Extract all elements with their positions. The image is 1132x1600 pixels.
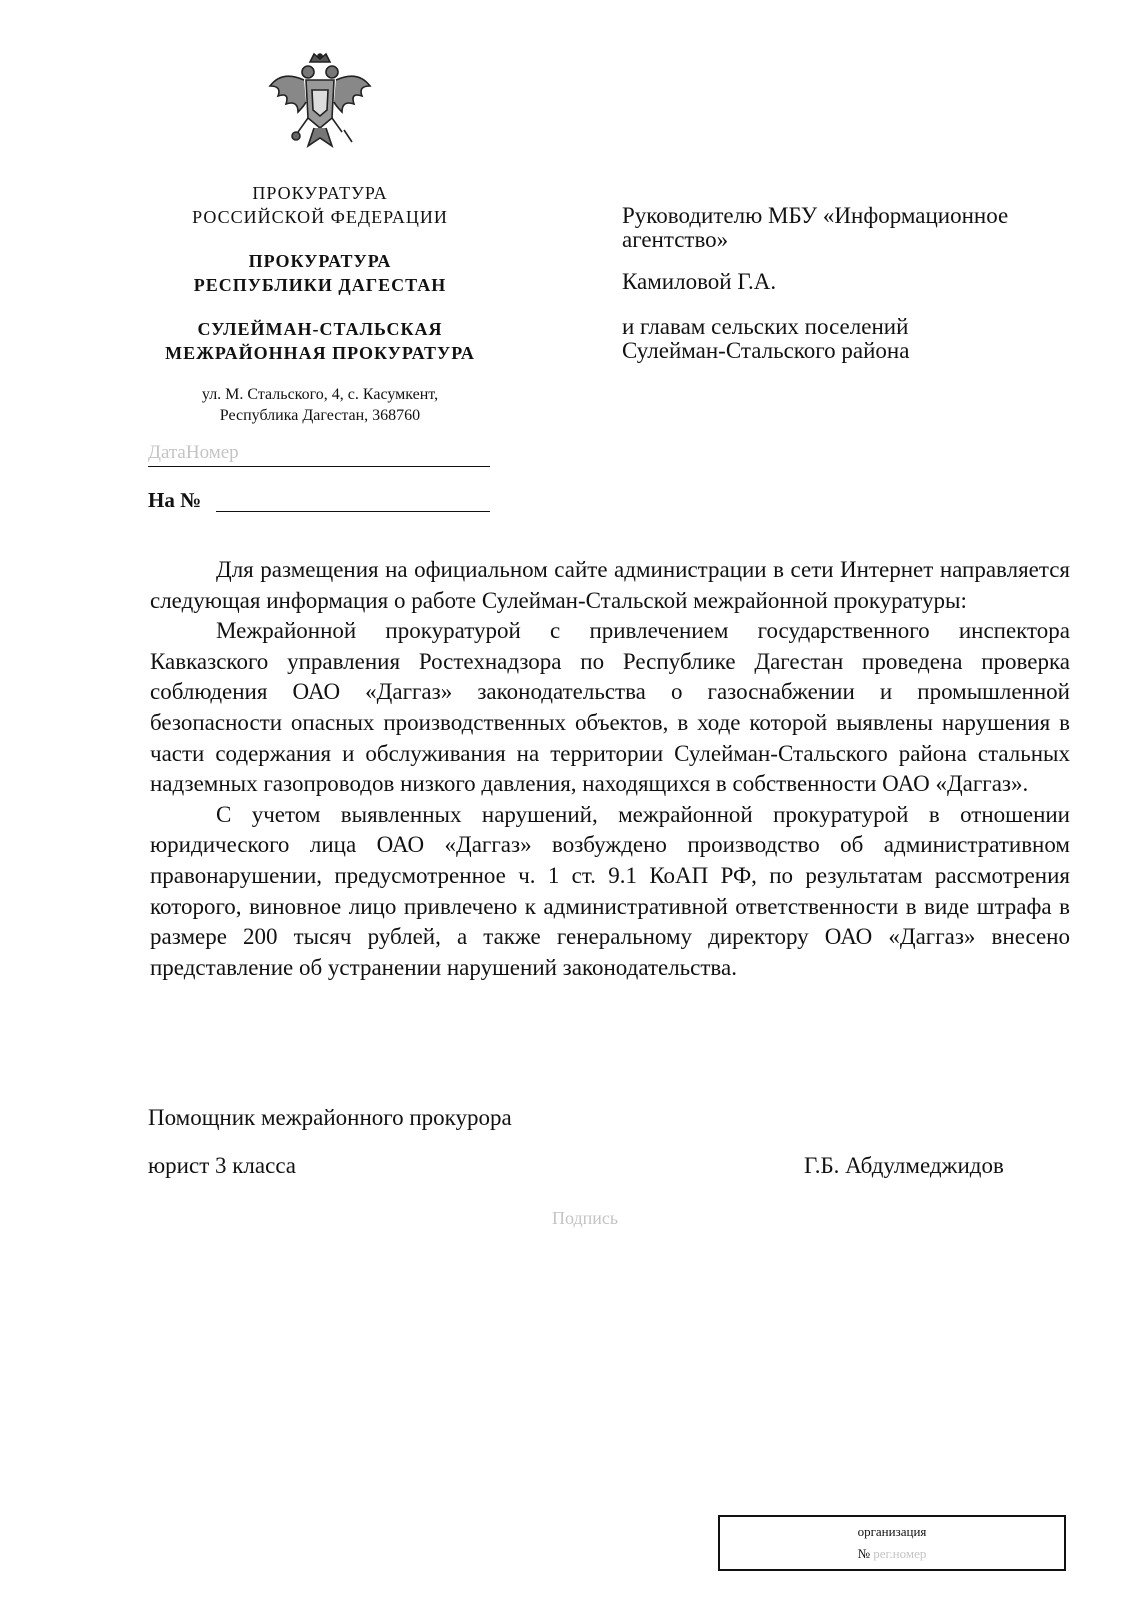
coat-of-arms-icon: [264, 52, 376, 152]
stamp-number-row: [720, 1543, 1064, 1565]
header-line-suleyman-stalskaya: СУЛЕЙМАН-СТАЛЬСКАЯ: [197, 319, 443, 339]
signatory-name: Г.Б. Абдулмеджидов: [804, 1153, 1004, 1178]
stamp-number-placeholder: рег.номер: [873, 1546, 927, 1561]
header-line-mezhrayonnaya: МЕЖРАЙОННАЯ ПРОКУРАТУРА: [165, 343, 475, 363]
recipient-line-1: Руководителю МБУ «Информационное: [622, 203, 1009, 228]
date-number-placeholder: ДатаНомер: [148, 442, 239, 463]
signature-placeholder: Подпись: [552, 1208, 619, 1228]
signatory-rank: юрист 3 класса: [148, 1153, 297, 1178]
letter-body: [150, 555, 1070, 983]
header-line-rf: РОССИЙСКОЙ ФЕДЕРАЦИИ: [192, 207, 448, 227]
recipient-line-3: и главам сельских поселений: [622, 314, 909, 339]
body-paragraph-1: Для размещения на официальном сайте администрации в сети Интернет направляется следующая информация о работе Сулейман-Стальской межрайонной прокуратуры:: [150, 557, 1070, 613]
body-paragraph-2: Межрайонной прокуратурой с привлечением государственного инспектора Кавказского управления Ростехнадзора по Республике Дагестан проведена проверка соблюдения ОАО «Даггаз» законодательства о газоснабжении и промышленной безопасности опасных производственных объектов, в ходе которой выявлены нарушения в части содержания и обслуживания на территории Сулейман-Стальского района стальных надземных газопроводов низкого давления, находящихся в собственности ОАО «Даггаз».: [150, 618, 1070, 797]
address-line-1: ул. М. Стальского, 4, с. Касумкент,: [201, 386, 439, 403]
stamp-organization: организация: [857, 1524, 927, 1539]
reference-label: На №: [148, 488, 202, 512]
recipient-line-2: агентство»: [622, 227, 729, 252]
registration-stamp-box: [718, 1515, 1066, 1571]
reference-underline: [216, 511, 490, 512]
header-line-prokuratura: ПРОКУРАТУРА: [252, 183, 388, 203]
stamp-number-label: №: [857, 1546, 871, 1561]
date-number-underline: [148, 466, 490, 467]
recipient-line-4: Сулейман-Стальского района: [622, 338, 910, 363]
recipient-name: Камиловой Г.А.: [622, 269, 777, 294]
signatory-position: Помощник межрайонного прокурора: [148, 1105, 512, 1130]
header-line-prokuratura-bold: ПРОКУРАТУРА: [248, 251, 392, 271]
address-line-2: Республика Дагестан, 368760: [219, 407, 421, 424]
body-paragraph-3: С учетом выявленных нарушений, межрайонной прокуратурой в отношении юридического лица ОАО «Даггаз» возбуждено производство об административном правонарушении, предусмотренное ч. 1 ст. 9.1 КоАП РФ, по результатам рассмотрения которого, виновное лицо привлечено к административной ответственности в виде штрафа в размере 200 тысяч рублей, а также генеральному директору ОАО «Даггаз» внесено представление об устранении нарушений законодательства.: [150, 801, 1070, 980]
header-line-dagestan: РЕСПУБЛИКИ ДАГЕСТАН: [193, 275, 447, 295]
